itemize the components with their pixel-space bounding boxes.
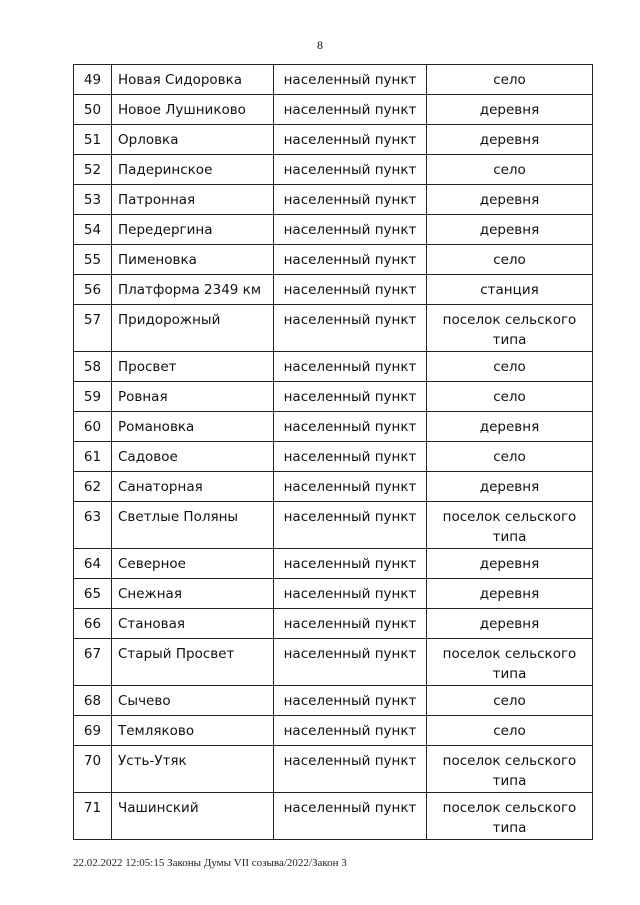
settlement-name: Придорожный xyxy=(112,305,274,352)
settlement-category: населенный пункт xyxy=(274,793,427,840)
table-row xyxy=(74,442,593,472)
table-row xyxy=(74,502,593,549)
settlement-type: село xyxy=(427,716,593,746)
settlement-name: Романовка xyxy=(112,412,274,442)
settlement-name: Северное xyxy=(112,549,274,579)
settlement-type: деревня xyxy=(427,549,593,579)
row-number: 71 xyxy=(74,793,112,840)
row-number: 61 xyxy=(74,442,112,472)
settlement-type: село xyxy=(427,686,593,716)
settlement-category: населенный пункт xyxy=(274,746,427,793)
settlement-category: населенный пункт xyxy=(274,352,427,382)
row-number: 53 xyxy=(74,185,112,215)
settlement-type: село xyxy=(427,382,593,412)
table-row xyxy=(74,472,593,502)
table-row xyxy=(74,412,593,442)
settlement-category: населенный пункт xyxy=(274,95,427,125)
row-number: 50 xyxy=(74,95,112,125)
row-number: 59 xyxy=(74,382,112,412)
settlement-type: деревня xyxy=(427,579,593,609)
settlement-name: Снежная xyxy=(112,579,274,609)
row-number: 62 xyxy=(74,472,112,502)
settlement-type: поселок сельского типа xyxy=(427,305,593,352)
table-row xyxy=(74,609,593,639)
row-number: 69 xyxy=(74,716,112,746)
settlement-category: населенный пункт xyxy=(274,125,427,155)
row-number: 68 xyxy=(74,686,112,716)
table-row xyxy=(74,579,593,609)
page-number: 8 xyxy=(317,38,323,52)
row-number: 63 xyxy=(74,502,112,549)
settlement-name: Темляково xyxy=(112,716,274,746)
table-row xyxy=(74,746,593,793)
settlement-type: деревня xyxy=(427,215,593,245)
document-footer: 22.02.2022 12:05:15 Законы Думы VII созыва/2022/Закон 3 xyxy=(73,857,347,869)
settlement-type: деревня xyxy=(427,95,593,125)
settlement-category: населенный пункт xyxy=(274,185,427,215)
settlement-category: населенный пункт xyxy=(274,65,427,95)
settlement-type: поселок сельского типа xyxy=(427,639,593,686)
table-row xyxy=(74,305,593,352)
settlement-name: Передергина xyxy=(112,215,274,245)
table-row xyxy=(74,639,593,686)
settlement-type: деревня xyxy=(427,472,593,502)
settlement-name: Ровная xyxy=(112,382,274,412)
settlement-type: село xyxy=(427,65,593,95)
row-number: 55 xyxy=(74,245,112,275)
settlement-category: населенный пункт xyxy=(274,549,427,579)
table-row xyxy=(74,245,593,275)
settlement-name: Чашинский xyxy=(112,793,274,840)
settlement-category: населенный пункт xyxy=(274,639,427,686)
table-row xyxy=(74,549,593,579)
row-number: 70 xyxy=(74,746,112,793)
row-number: 65 xyxy=(74,579,112,609)
settlement-category: населенный пункт xyxy=(274,472,427,502)
table-row xyxy=(74,352,593,382)
settlement-category: населенный пункт xyxy=(274,382,427,412)
settlement-type: поселок сельского типа xyxy=(427,502,593,549)
settlement-name: Новое Лушниково xyxy=(112,95,274,125)
settlement-name: Усть-Утяк xyxy=(112,746,274,793)
settlement-type: станция xyxy=(427,275,593,305)
table-row xyxy=(74,125,593,155)
row-number: 51 xyxy=(74,125,112,155)
row-number: 66 xyxy=(74,609,112,639)
settlement-type: село xyxy=(427,245,593,275)
settlement-category: населенный пункт xyxy=(274,716,427,746)
settlement-name: Орловка xyxy=(112,125,274,155)
settlement-type: село xyxy=(427,155,593,185)
settlement-type: деревня xyxy=(427,185,593,215)
row-number: 49 xyxy=(74,65,112,95)
row-number: 54 xyxy=(74,215,112,245)
settlements-table xyxy=(73,64,593,840)
table-row xyxy=(74,793,593,840)
settlement-name: Патронная xyxy=(112,185,274,215)
table-row xyxy=(74,716,593,746)
row-number: 58 xyxy=(74,352,112,382)
settlement-type: деревня xyxy=(427,412,593,442)
table-row xyxy=(74,686,593,716)
settlement-category: населенный пункт xyxy=(274,305,427,352)
settlement-category: населенный пункт xyxy=(274,215,427,245)
row-number: 60 xyxy=(74,412,112,442)
settlement-name: Садовое xyxy=(112,442,274,472)
settlement-name: Падеринское xyxy=(112,155,274,185)
settlement-name: Новая Сидоровка xyxy=(112,65,274,95)
settlement-type: село xyxy=(427,442,593,472)
row-number: 52 xyxy=(74,155,112,185)
settlement-name: Санаторная xyxy=(112,472,274,502)
settlement-name: Светлые Поляны xyxy=(112,502,274,549)
table-row xyxy=(74,185,593,215)
settlement-type: деревня xyxy=(427,125,593,155)
settlement-name: Пименовка xyxy=(112,245,274,275)
row-number: 56 xyxy=(74,275,112,305)
table-row xyxy=(74,155,593,185)
settlement-category: населенный пункт xyxy=(274,155,427,185)
row-number: 57 xyxy=(74,305,112,352)
settlement-category: населенный пункт xyxy=(274,442,427,472)
row-number: 67 xyxy=(74,639,112,686)
settlement-name: Просвет xyxy=(112,352,274,382)
settlement-name: Сычево xyxy=(112,686,274,716)
settlement-name: Становая xyxy=(112,609,274,639)
settlement-category: населенный пункт xyxy=(274,579,427,609)
settlement-category: населенный пункт xyxy=(274,412,427,442)
settlement-type: деревня xyxy=(427,609,593,639)
settlement-type: поселок сельского типа xyxy=(427,746,593,793)
settlement-category: населенный пункт xyxy=(274,245,427,275)
table-row xyxy=(74,215,593,245)
table-row xyxy=(74,275,593,305)
settlement-type: село xyxy=(427,352,593,382)
table-row xyxy=(74,65,593,95)
table-row xyxy=(74,95,593,125)
settlement-type: поселок сельского типа xyxy=(427,793,593,840)
settlement-category: населенный пункт xyxy=(274,275,427,305)
settlement-name: Старый Просвет xyxy=(112,639,274,686)
row-number: 64 xyxy=(74,549,112,579)
table-row xyxy=(74,382,593,412)
settlement-category: населенный пункт xyxy=(274,686,427,716)
settlement-category: населенный пункт xyxy=(274,502,427,549)
settlement-name: Платформа 2349 км xyxy=(112,275,274,305)
settlement-category: населенный пункт xyxy=(274,609,427,639)
